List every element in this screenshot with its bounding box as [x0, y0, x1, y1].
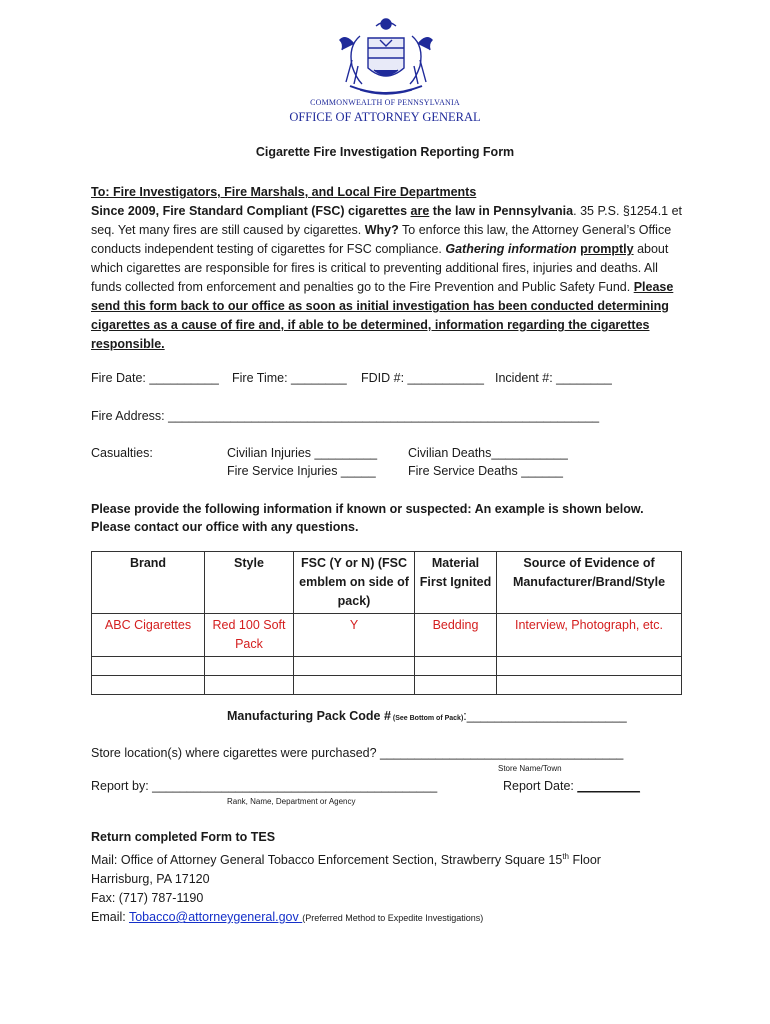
return-heading: Return completed Form to TES	[91, 830, 276, 844]
table-cell[interactable]	[415, 676, 497, 695]
table-row[interactable]	[92, 657, 682, 676]
store-sublabel: Store Name/Town	[498, 764, 562, 773]
casualties-label: Casualties:	[91, 446, 153, 460]
report-by-sublabel: Rank, Name, Department or Agency	[227, 797, 356, 806]
pack-code-field[interactable]: Manufacturing Pack Code # (See Bottom of Pack):_______________________	[227, 709, 627, 723]
table-cell[interactable]	[294, 657, 415, 676]
table-cell[interactable]	[497, 657, 682, 676]
example-material: Bedding	[415, 614, 497, 657]
table-row-example	[92, 614, 682, 657]
form-title: Cigarette Fire Investigation Reporting Form	[255, 145, 515, 159]
table-header-row	[92, 552, 682, 614]
fire-service-deaths-field[interactable]: Fire Service Deaths ______	[408, 464, 563, 478]
table-cell[interactable]	[294, 676, 415, 695]
fax-line: Fax: (717) 787-1190	[91, 891, 204, 906]
civilian-deaths-field[interactable]: Civilian Deaths___________	[408, 446, 568, 460]
mail-line: Mail: Office of Attorney General Tobacco Enforcement Section, Strawberry Square 15th Floor	[91, 852, 601, 868]
pennsylvania-seal-icon	[330, 16, 442, 100]
report-by-field[interactable]: Report by: _________________________________________	[91, 779, 438, 793]
fire-address-field[interactable]: Fire Address: ______________________________________________________________	[91, 409, 600, 423]
commonwealth-header: COMMONWEALTH OF PENNSYLVANIA	[310, 98, 460, 107]
example-brand: ABC Cigarettes	[92, 614, 205, 657]
report-date-field[interactable]: Report Date: _________	[503, 779, 640, 793]
email-line: Email: Tobacco@attorneygeneral.gov (Preferred Method to Expedite Investigations)	[91, 910, 484, 925]
intro-paragraph: Since 2009, Fire Standard Compliant (FSC) cigarettes are the law in Pennsylvania. 35 P.S. §1254.1 et seq. Yet many fires are still caused by cigarettes. Why? To enforce this law, the Attorney General’s Office conducts independent testing of cigarettes for FSC compliance. Gathering information promptly about which cigarettes are responsible for fires is critical to preventing additional fires, injuries and deaths. All funds collected from enforcement and penalties go to the Fire Prevention and Public Safety Fund. Please send this form back to our office as soon as initial investigation has been conducted determining cigarettes as a cause of fire and, if able to be determined, information regarding the cigarettes responsible.	[91, 204, 683, 351]
example-style: Red 100 Soft Pack	[205, 614, 294, 657]
city-line: Harrisburg, PA 17120	[91, 872, 210, 887]
fire-time-field[interactable]: Fire Time: ________	[232, 371, 347, 385]
header-material: Material First Ignited	[415, 552, 497, 614]
table-row[interactable]	[92, 676, 682, 695]
instructions-line-1: Please provide the following information if known or suspected: An example is shown below.	[91, 502, 644, 516]
intro-text	[91, 183, 691, 354]
header-style: Style	[205, 552, 294, 614]
office-header: OFFICE OF ATTORNEY GENERAL	[289, 110, 481, 124]
to-line: To: Fire Investigators, Fire Marshals, and Local Fire Departments	[91, 185, 477, 199]
example-source: Interview, Photograph, etc.	[497, 614, 682, 657]
table-cell[interactable]	[497, 676, 682, 695]
fdid-field[interactable]: FDID #: ___________	[361, 371, 485, 385]
store-location-field[interactable]: Store location(s) where cigarettes were purchased? ___________________________________	[91, 746, 624, 760]
instructions-line-2: Please contact our office with any questions.	[91, 520, 359, 534]
table-cell[interactable]	[415, 657, 497, 676]
fire-service-injuries-field[interactable]: Fire Service Injuries _____	[227, 464, 376, 478]
return-info	[91, 828, 601, 928]
table-cell[interactable]	[92, 657, 205, 676]
fire-date-field[interactable]: Fire Date: __________	[91, 371, 219, 385]
table-cell[interactable]	[92, 676, 205, 695]
table-cell[interactable]	[205, 657, 294, 676]
header-fsc: FSC (Y or N) (FSC emblem on side of pack)	[294, 552, 415, 614]
incident-field[interactable]: Incident #: ________	[495, 371, 612, 385]
example-fsc: Y	[294, 614, 415, 657]
table-cell[interactable]	[205, 676, 294, 695]
cigarette-info-table	[91, 551, 682, 695]
header-brand: Brand	[92, 552, 205, 614]
email-link[interactable]: Tobacco@attorneygeneral.gov	[128, 910, 303, 925]
civilian-injuries-field[interactable]: Civilian Injuries _________	[227, 446, 378, 460]
header-source: Source of Evidence of Manufacturer/Brand/Style	[497, 552, 682, 614]
